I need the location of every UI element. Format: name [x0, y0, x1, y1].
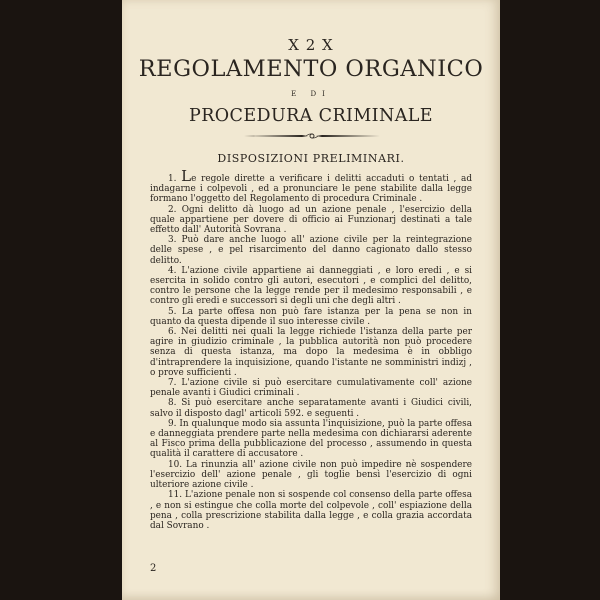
article-number: 1.	[168, 174, 177, 184]
drop-cap-letter: L	[181, 167, 192, 185]
article-number: 7.	[168, 378, 177, 389]
article-text: Ogni delitto dà luogo ad un azione penale , l'esercizio della quale appartiene per dovere di officio ai Funzionarj destinati a tale effetto dall' Autorità Sovrana .	[150, 204, 472, 236]
article-text: Si può esercitare anche separatamente avanti i Giudici civili, salvo il disposto dagl' articoli 592. e seguenti .	[150, 398, 472, 419]
article-text: La parte offesa non può fare istanza per la pena se non in quanto da questa dipende il suo interesse civile .	[150, 306, 472, 327]
article-paragraph	[150, 266, 472, 307]
article-text: La rinunzia all' azione civile non può impedire nè sospendere l'esercizio dell' azione penale , gli toglie bensì l'esercizio di ogni ulteriore azione civile .	[150, 459, 472, 491]
article-text: L'azione civile si può esercitare cumulativamente coll' azione penale avanti i Giudici criminali .	[150, 378, 472, 399]
article-number: 9.	[168, 418, 177, 429]
article-list	[150, 167, 473, 531]
article-number: 5.	[168, 306, 177, 317]
article-number: 10.	[168, 459, 183, 470]
article-paragraph	[150, 235, 472, 266]
article-paragraph	[150, 205, 472, 236]
article-paragraph	[150, 327, 472, 378]
article-text: L'azione penale non si sospende col consenso della parte offesa , e non si estingue che colla morte del colpevole , coll' espiazione della pena , colla prescrizione stabilita dalla legge , e colla grazia accordata dal Sovrano .	[150, 490, 472, 531]
article-text: e regole dirette a verificare i delitti accaduti o tentati , ad indagarne i colpevoli , ed a pronunciare le pene stabilite dalla legge formano l'oggetto del Regolamento di procedura Criminale .	[150, 174, 472, 205]
title-conjunction: E DI	[291, 90, 331, 98]
document-title: REGOLAMENTO ORGANICO	[138, 56, 484, 82]
section-heading: DISPOSIZIONI PRELIMINARI.	[217, 152, 405, 165]
article-number: 3.	[168, 235, 177, 246]
article-paragraph	[150, 490, 472, 531]
signature-mark: X 2 X	[288, 36, 334, 54]
article-number: 4.	[168, 265, 177, 276]
article-number: 8.	[168, 398, 177, 409]
page-number: 2	[150, 563, 157, 574]
article-text: Nei delitti nei quali la legge richiede l'istanza della parte per agire in giudizio criminale , la pubblica autorità non può procedere senza di questa istanza, ma dopo la medesima è in obbligo d'intraprendere la inquisizione, quando l'istante ne somministri indizj , o prove sufficienti .	[150, 327, 472, 378]
article-paragraph	[150, 167, 472, 205]
article-number: 6.	[168, 327, 177, 338]
article-paragraph	[150, 398, 472, 418]
article-paragraph	[150, 419, 472, 460]
article-paragraph	[150, 378, 472, 398]
document-subtitle: PROCEDURA CRIMINALE	[189, 106, 433, 126]
article-paragraph	[150, 307, 472, 327]
ornamental-rule	[242, 132, 382, 140]
book-page	[122, 0, 500, 600]
article-paragraph	[150, 460, 472, 491]
article-number: 11.	[168, 490, 183, 501]
article-number: 2.	[168, 204, 177, 215]
article-text: In qualunque modo sia assunta l'inquisizione, può la parte offesa e danneggiata prendere parte nella medesima con dichiararsi aderente al Fisco prima della pubblicazione del processo , assumendo in questa qualità il carattere di accusatore .	[150, 418, 472, 460]
article-text: L'azione civile appartiene ai danneggiati , e loro eredi , e si esercita in solido contro gli autori, esecutori , e complici del delitto, contro le persone che la legge rende per il medesimo responsabili , e contro gli eredi e successori si degli uni che degli altri .	[150, 265, 472, 307]
article-text: Può dare anche luogo all' azione civile per la reintegrazione delle spese , e pel risarcimento del danno cagionato dallo stesso delitto.	[150, 235, 473, 266]
